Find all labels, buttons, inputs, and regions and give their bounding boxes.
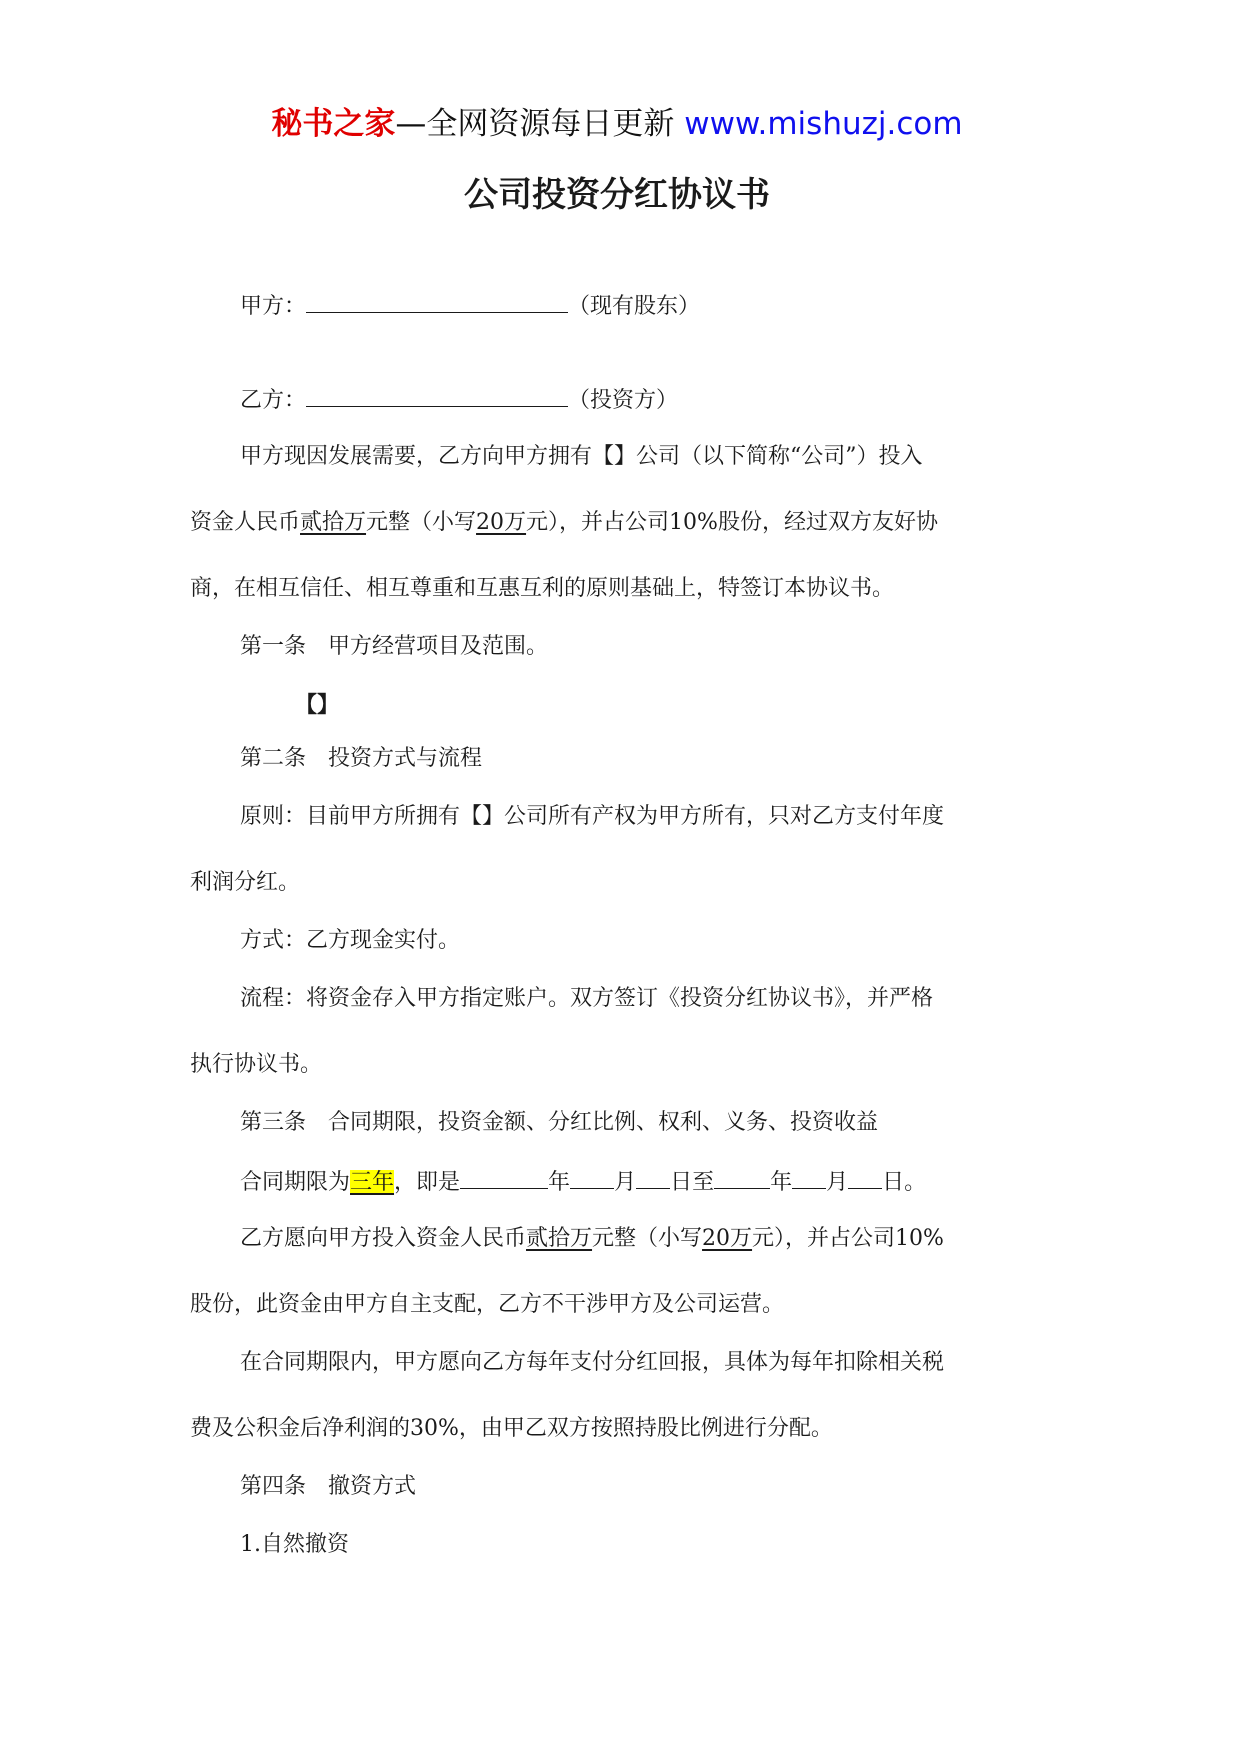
article-2-process-line-1: 流程：将资金存入甲方指定账户。双方签订《投资分红协议书》，并严格 bbox=[240, 986, 934, 1011]
party-b-label: 乙方： bbox=[240, 388, 307, 413]
term-text: 合同期限为 bbox=[240, 1170, 351, 1195]
intro-text: 元），并占公司10%股份，经过双方友好协 bbox=[526, 510, 938, 535]
article-1-content: 【】 bbox=[295, 692, 340, 718]
article-number: 第四条 bbox=[240, 1474, 307, 1499]
article-number: 第一条 bbox=[240, 634, 307, 659]
article-number: 第三条 bbox=[240, 1110, 307, 1135]
article-3-dividend-line-2: 费及公积金后净利润的30%，由甲乙双方按照持股比例进行分配。 bbox=[190, 1416, 833, 1441]
article-title: 投资方式与流程 bbox=[328, 746, 483, 771]
term-years-highlight: 三年 bbox=[350, 1170, 395, 1195]
site-url-link[interactable]: www.mishuzj.com bbox=[684, 106, 963, 142]
article-title: 合同期限，投资金额、分红比例、权利、义务、投资收益 bbox=[328, 1110, 879, 1135]
end-year-blank[interactable] bbox=[714, 1164, 770, 1189]
invest-text: 元），并占公司10% bbox=[752, 1226, 944, 1251]
invest-amount-words: 贰拾万 bbox=[526, 1226, 593, 1251]
party-b-line bbox=[240, 382, 678, 418]
start-month-blank[interactable] bbox=[570, 1164, 614, 1189]
party-b-blank[interactable] bbox=[306, 382, 568, 407]
intro-line-2 bbox=[190, 506, 938, 540]
intro-line-1: 甲方现因发展需要，乙方向甲方拥有【】公司（以下简称“公司”）投入 bbox=[240, 444, 923, 469]
article-2-heading bbox=[240, 742, 482, 776]
start-day-blank[interactable] bbox=[636, 1164, 670, 1189]
month-label: 月 bbox=[614, 1170, 637, 1195]
article-title: 撤资方式 bbox=[328, 1474, 417, 1499]
party-b-note: （投资方） bbox=[568, 388, 679, 413]
article-2-principle-line-1: 原则：目前甲方所拥有【】公司所有产权为甲方所有，只对乙方支付年度 bbox=[240, 804, 945, 829]
article-title: 甲方经营项目及范围。 bbox=[328, 634, 549, 659]
article-2-method: 方式：乙方现金实付。 bbox=[240, 928, 461, 953]
article-2-process-line-2: 执行协议书。 bbox=[190, 1052, 323, 1077]
article-number: 第二条 bbox=[240, 746, 307, 771]
article-3-term-line bbox=[240, 1164, 926, 1200]
month-label: 月 bbox=[826, 1170, 849, 1195]
start-year-blank[interactable] bbox=[460, 1164, 548, 1189]
intro-text: 资金人民币 bbox=[190, 510, 301, 535]
intro-text: 元整（小写 bbox=[366, 510, 477, 535]
invest-text: 元整（小写 bbox=[592, 1226, 703, 1251]
year-label: 年 bbox=[548, 1170, 571, 1195]
invest-text: 乙方愿向甲方投入资金人民币 bbox=[240, 1226, 527, 1251]
brand-name: 秘书之家 bbox=[271, 106, 396, 142]
day-to-label: 日至 bbox=[670, 1170, 715, 1195]
end-month-blank[interactable] bbox=[792, 1164, 826, 1189]
site-header bbox=[0, 100, 1234, 148]
article-3-dividend-line-1: 在合同期限内，甲方愿向乙方每年支付分红回报，具体为每年扣除相关税 bbox=[240, 1350, 945, 1375]
party-a-label: 甲方： bbox=[240, 294, 307, 319]
article-2-principle-line-2: 利润分红。 bbox=[190, 870, 301, 895]
article-1-heading bbox=[240, 630, 548, 664]
article-4-item-1: 1.自然撤资 bbox=[240, 1532, 349, 1557]
article-3-invest-line-2: 股份，此资金由甲方自主支配，乙方不干涉甲方及公司运营。 bbox=[190, 1292, 785, 1317]
article-3-heading bbox=[240, 1106, 878, 1140]
invest-amount-digits: 20万 bbox=[702, 1226, 753, 1251]
day-label: 日。 bbox=[882, 1170, 927, 1195]
article-4-heading bbox=[240, 1470, 416, 1504]
document-title: 公司投资分红协议书 bbox=[464, 175, 770, 215]
year-label: 年 bbox=[770, 1170, 793, 1195]
intro-amount-words: 贰拾万 bbox=[300, 510, 367, 535]
end-day-blank[interactable] bbox=[848, 1164, 882, 1189]
party-a-line bbox=[240, 288, 700, 324]
party-a-blank[interactable] bbox=[306, 288, 568, 313]
intro-line-3: 商，在相互信任、相互尊重和互惠互利的原则基础上，特签订本协议书。 bbox=[190, 576, 895, 601]
article-3-invest-line-1 bbox=[240, 1222, 944, 1256]
intro-amount-digits: 20万 bbox=[476, 510, 527, 535]
term-text: ，即是 bbox=[394, 1170, 461, 1195]
site-slogan: —全网资源每日更新 bbox=[395, 106, 675, 142]
party-a-note: （现有股东） bbox=[568, 294, 701, 319]
